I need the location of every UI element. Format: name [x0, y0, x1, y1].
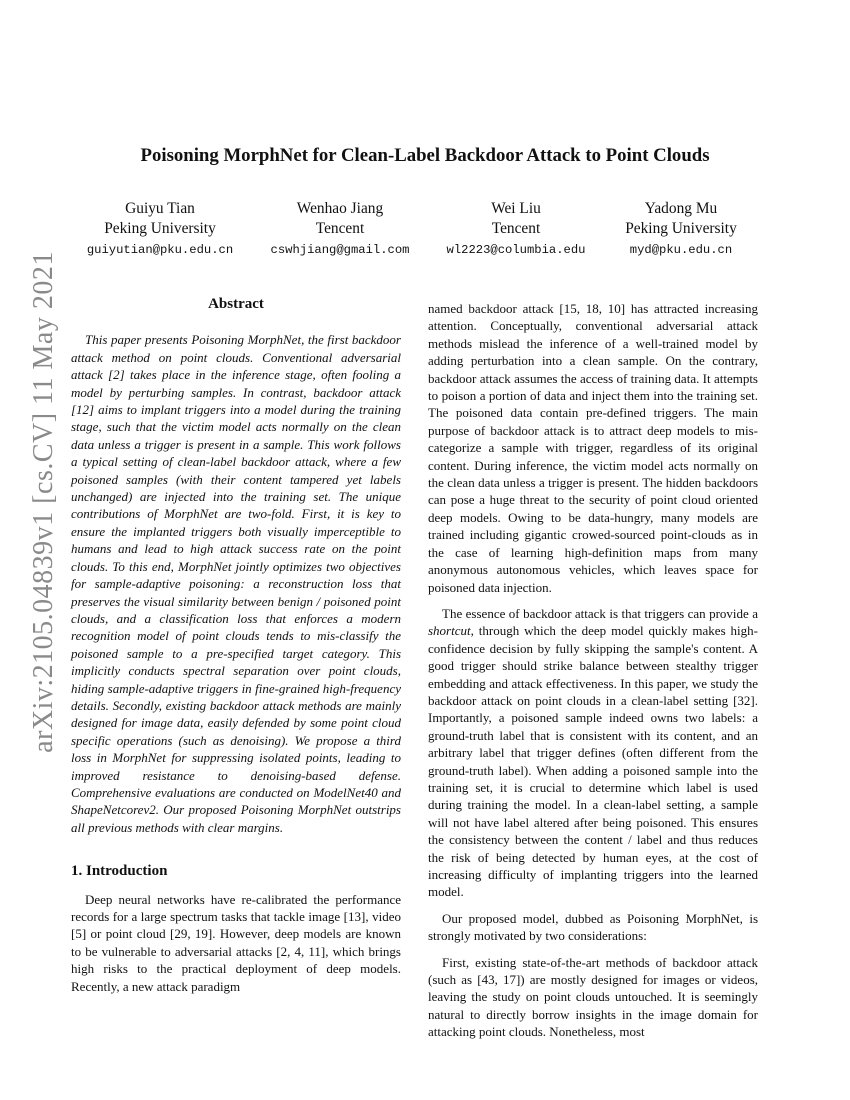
- body-paragraph: First, existing state-of-the-art methods of backdoor attack (such as [43, 17]) are mostly designed for images or videos, leaving the study on point clouds untouched. It is seemingly natural to directly borrow insights in the image domain for attacking point clouds. Nonetheless, most: [428, 954, 758, 1040]
- introduction-heading: 1. Introduction: [71, 863, 168, 880]
- body-paragraph: Our proposed model, dubbed as Poisoning MorphNet, is strongly motivated by two considerations:: [428, 910, 758, 944]
- arxiv-identifier-stamp: [28, 251, 59, 753]
- author-affiliation: Peking University: [104, 220, 216, 237]
- abstract-body: This paper presents Poisoning MorphNet, the first backdoor attack method on point clouds. Conventional adversarial attack [2] takes place in the inference stage, often fooling a model by perturbing samples. In contrast, backdoor attack [12] aims to implant triggers into a model during the training stage, such that the victim model acts normally on the clean data unless a trigger is present in a sample. This work follows a typical setting of clean-label backdoor attack, where a few poisoned samples (with their content tampered yet labels unchanged) are injected into the training set. The unique contributions of MorphNet are two-fold. First, it is key to ensure the implanted triggers both visually imperceptible to humans and lead to high attack success rate on the point clouds. To this end, MorphNet jointly optimizes two objectives for sample-adaptive poisoning: a reconstruction loss that preserves the visual similarity between benign / poisoned point clouds, and a classification loss that enforces a modern recognition model of point clouds tends to mis-classify the poisoned sample to a pre-specified target category. This implicitly conducts spectral separation over point clouds, hiding sample-adaptive triggers in fine-grained high-frequency details. Secondly, existing backdoor attack methods are mainly designed for image data, easily defended by some point cloud specific operations (such as denoising). We propose a third loss in MorphNet for suppressing isolated points, leading to improved resistance to denoising-based defense. Comprehensive evaluations are conducted on ModelNet40 and ShapeNetcorev2. Our proposed Poisoning MorphNet outstrips all previous methods with clear margins.: [71, 332, 401, 835]
- author-name: Wei Liu: [491, 200, 541, 217]
- body-paragraph: [428, 605, 758, 901]
- author-email: guiyutian@pku.edu.cn: [86, 243, 234, 257]
- right-column: [428, 300, 758, 1050]
- author-affiliation: Tencent: [491, 220, 541, 237]
- author-name: Guiyu Tian: [125, 200, 195, 217]
- author-name: Wenhao Jiang: [296, 200, 384, 217]
- author-email: myd@pku.edu.cn: [629, 243, 733, 257]
- author-1: [60, 199, 260, 260]
- author-affiliation: Tencent: [315, 220, 365, 237]
- author-email: cswhjiang@gmail.com: [270, 243, 410, 257]
- abstract-heading: Abstract: [208, 296, 264, 312]
- author-2: [240, 199, 440, 260]
- paper-title: Poisoning MorphNet for Clean-Label Backdoor Attack to Point Clouds: [140, 145, 710, 166]
- author-affiliation: Peking University: [625, 220, 737, 237]
- paragraph-text: The essence of backdoor attack is that triggers can provide a: [442, 605, 758, 621]
- paragraph-text: , through which the deep model quickly makes high-confidence decision by fully skipping the sample's content. A good trigger should strike balance between stealthy trigger embedding and attack effectiveness. In this paper, we study the backdoor attack on point clouds in a clean-label setting [32]. Importantly, a poisoned sample indeed owns two labels: a ground-truth label that is consistent with its content, and an arbitrary label that trigger defines (often different from the ground-truth label). When adding a poisoned sample into the training set, it is crucial to determine which label is used during training the model. In a clean-label setting, a sample will not have label altered after being poisoned. This ensures the consistency between the content / label and thus reduces the risk of being detected by human eyes, at the cost of increasing difficulty of implanting triggers into the learned model.: [428, 623, 758, 900]
- body-paragraph: named backdoor attack [15, 18, 10] has attracted increasing attention. Conceptually, conventional adversarial attack methods mislead the inference of a well-trained model by adding perturbation into a clean sample. On the contrary, backdoor attack assumes the access of training data. It attempts to poison a portion of data and inject them into the training set. The poisoned data contain pre-defined triggers. The main purpose of backdoor attack is to attract deep models to mis-categorize a sample with trigger, regardless of its original content. During inference, the victim model acts normally on the clean data unless a trigger is present. The hidden backdoors can pose a huge threat to the security of point cloud oriented deep models. Owing to be data-hungry, many models are trained including gigantic crowed-sourced point-clouds as in the case of learning high-definition maps from many anonymous autonomous vehicles, which leaves space for poisoned data injection.: [428, 301, 758, 595]
- author-email: wl2223@columbia.edu: [446, 243, 586, 257]
- author-name: Yadong Mu: [644, 200, 718, 217]
- left-column: [71, 296, 401, 1004]
- emphasized-term: shortcut: [428, 623, 471, 639]
- author-4: [581, 199, 781, 260]
- introduction-paragraph: Deep neural networks have re-calibrated the performance records for a large spectrum tasks that tackle image [13], video [5] or point cloud [29, 19]. However, deep models are known to be vulnerable to adversarial attacks [2, 4, 11], which brings high risks to the practical deployment of deep models. Recently, a new attack paradigm: [71, 891, 401, 994]
- arxiv-identifier-text: arXiv:2105.04839v1 [cs.CV] 11 May 2021: [28, 251, 59, 753]
